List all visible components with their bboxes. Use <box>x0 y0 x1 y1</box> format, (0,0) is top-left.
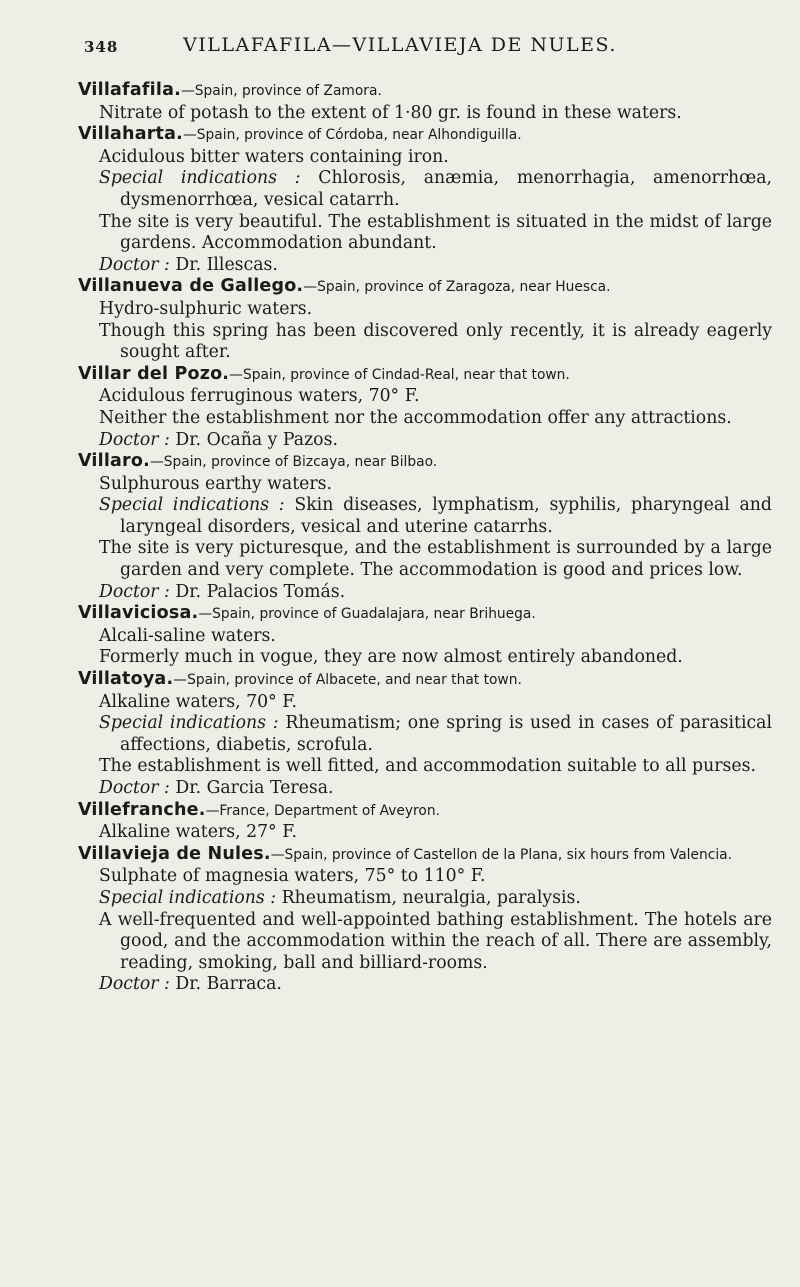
entry-waters: Sulphate of magnesia waters, 75° to 110° F. <box>99 866 486 887</box>
entry-location: —Spain, province of Zamora. <box>180 83 382 99</box>
page-number: 348 <box>84 38 119 56</box>
doctor-label: Doctor : <box>99 581 170 602</box>
doctor-label: Doctor : <box>99 429 170 450</box>
doctor-label: Doctor : <box>99 778 170 798</box>
entry-headline <box>78 669 772 692</box>
entry-location: —Spain, province of Cindad-Real, near that town. <box>229 366 570 383</box>
entry-location: —Spain, province of Bizcaya, near Bilbao. <box>149 454 438 471</box>
page-body <box>78 80 772 996</box>
indications-text: Chlorosis, anæmia, menorrhagia, amenorrhœa, dysmenorrhœa, vesical catarrh. <box>120 168 773 210</box>
entry-doctor <box>78 255 772 277</box>
indications-label: Special indications : <box>99 168 301 189</box>
entry-villefranche <box>78 800 772 844</box>
entry-headline <box>78 800 772 823</box>
entry-headline <box>78 844 772 867</box>
entry-waters: Sulphurous earthy waters. <box>99 473 332 494</box>
entry-location: —Spain, province of Zaragoza, near Huesca. <box>303 279 611 296</box>
entry-waters: Acidulous ferruginous waters, 70° F. <box>99 386 420 407</box>
entry-villafafila <box>78 80 772 124</box>
entry-waters: Alkaline waters, 70° F. <box>99 691 297 712</box>
entry-location: —Spain, province of Guadalajara, near Brihuega. <box>198 606 536 623</box>
entry-villar-del-pozo <box>78 364 772 451</box>
entry-name: Villar del Pozo. <box>78 363 230 384</box>
entry-location: —Spain, province of Córdoba, near Alhondiguilla. <box>182 127 522 144</box>
indications-label: Special indications : <box>99 495 285 516</box>
entry-waters: Hydro-sulphuric waters. <box>99 298 313 319</box>
entry-waters: Alcali-saline waters. <box>99 625 276 646</box>
doctor-name: Dr. Barraca. <box>175 974 282 995</box>
entry-description: Formerly much in vogue, they are now almost entirely abandoned. <box>99 647 683 668</box>
entry-waters: Acidulous bitter waters containing iron. <box>99 146 449 167</box>
entry-villavieja-de-nules <box>78 844 772 996</box>
entry-description: Neither the establishment nor the accommodation offer any attractions. <box>99 407 732 428</box>
entry-location: —Spain, province of Albacete, and near that town. <box>173 672 522 689</box>
entry-villaharta <box>78 124 772 276</box>
entry-headline <box>78 124 772 147</box>
entry-doctor <box>78 778 772 800</box>
running-head: VILLAFAFILA—VILLAVIEJA DE NULES. <box>183 34 617 56</box>
doctor-name: Dr. Illescas. <box>175 254 278 275</box>
entry-name: Villanueva de Gallego. <box>78 276 304 297</box>
entry-name: Villafafila. <box>78 80 181 100</box>
entry-headline <box>78 364 772 387</box>
entry-waters: Alkaline waters, 27° F. <box>99 822 297 843</box>
entry-name: Villatoya. <box>78 669 174 690</box>
entry-name: Villaharta. <box>78 124 183 145</box>
indications-text: Rheumatism; one spring is used in cases of parasitical affections, diabetis, scrofula. <box>120 713 773 755</box>
page-header <box>0 34 800 60</box>
doctor-name: Dr. Palacios Tomás. <box>175 581 346 602</box>
entry-indications <box>78 168 772 211</box>
entry-headline <box>78 451 772 474</box>
entry-indications <box>78 495 772 538</box>
entry-doctor <box>78 974 772 996</box>
entry-headline <box>78 80 772 103</box>
entry-villatoya <box>78 669 772 800</box>
entry-indications <box>78 713 772 756</box>
entry-name: Villaro. <box>78 451 150 472</box>
entry-name: Villaviciosa. <box>78 603 199 624</box>
indications-label: Special indications : <box>99 713 279 734</box>
doctor-label: Doctor : <box>99 974 170 995</box>
entry-description: Though this spring has been discovered only recently, it is already eagerly sought after. <box>99 320 772 363</box>
entry-villanueva-de-gallego <box>78 276 772 363</box>
entry-villaviciosa <box>78 603 772 669</box>
entry-description: A well-frequented and well-appointed bathing establishment. The hotels are good, and the accommodation within the reach of all. There are assembly, reading, smoking, ball and billiard-rooms. <box>99 909 772 973</box>
entry-description: The site is very picturesque, and the establishment is surrounded by a large garden and very complete. The accommodation is good and prices low. <box>99 538 772 581</box>
doctor-name: Dr. Garcia Teresa. <box>175 778 334 798</box>
entry-villaro <box>78 451 772 603</box>
entry-description: The site is very beautiful. The establishment is situated in the midst of large gardens. Accommodation abundant. <box>99 211 772 254</box>
entry-doctor <box>78 582 772 604</box>
indications-text: Rheumatism, neuralgia, paralysis. <box>281 887 581 908</box>
entry-name: Villefranche. <box>78 799 206 820</box>
indications-label: Special indications : <box>99 887 277 908</box>
entry-name: Villavieja de Nules. <box>78 843 271 864</box>
entry-waters: Nitrate of potash to the extent of 1·80 gr. is found in these waters. <box>99 102 682 123</box>
entry-headline <box>78 603 772 626</box>
doctor-name: Dr. Ocaña y Pazos. <box>175 429 338 450</box>
entry-doctor <box>78 430 772 452</box>
doctor-label: Doctor : <box>99 254 170 275</box>
entry-description: The establishment is well fitted, and accommodation suitable to all purses. <box>99 756 756 777</box>
entry-location: —Spain, province of Castellon de la Plana, six hours from Valencia. <box>270 846 733 863</box>
entry-headline <box>78 276 772 299</box>
entry-indications <box>78 888 772 910</box>
entry-location: —France, Department of Aveyron. <box>205 802 440 819</box>
indications-text: Skin diseases, lymphatism, syphilis, pharyngeal and laryngeal disorders, vesical and uterine catarrhs. <box>120 495 772 537</box>
